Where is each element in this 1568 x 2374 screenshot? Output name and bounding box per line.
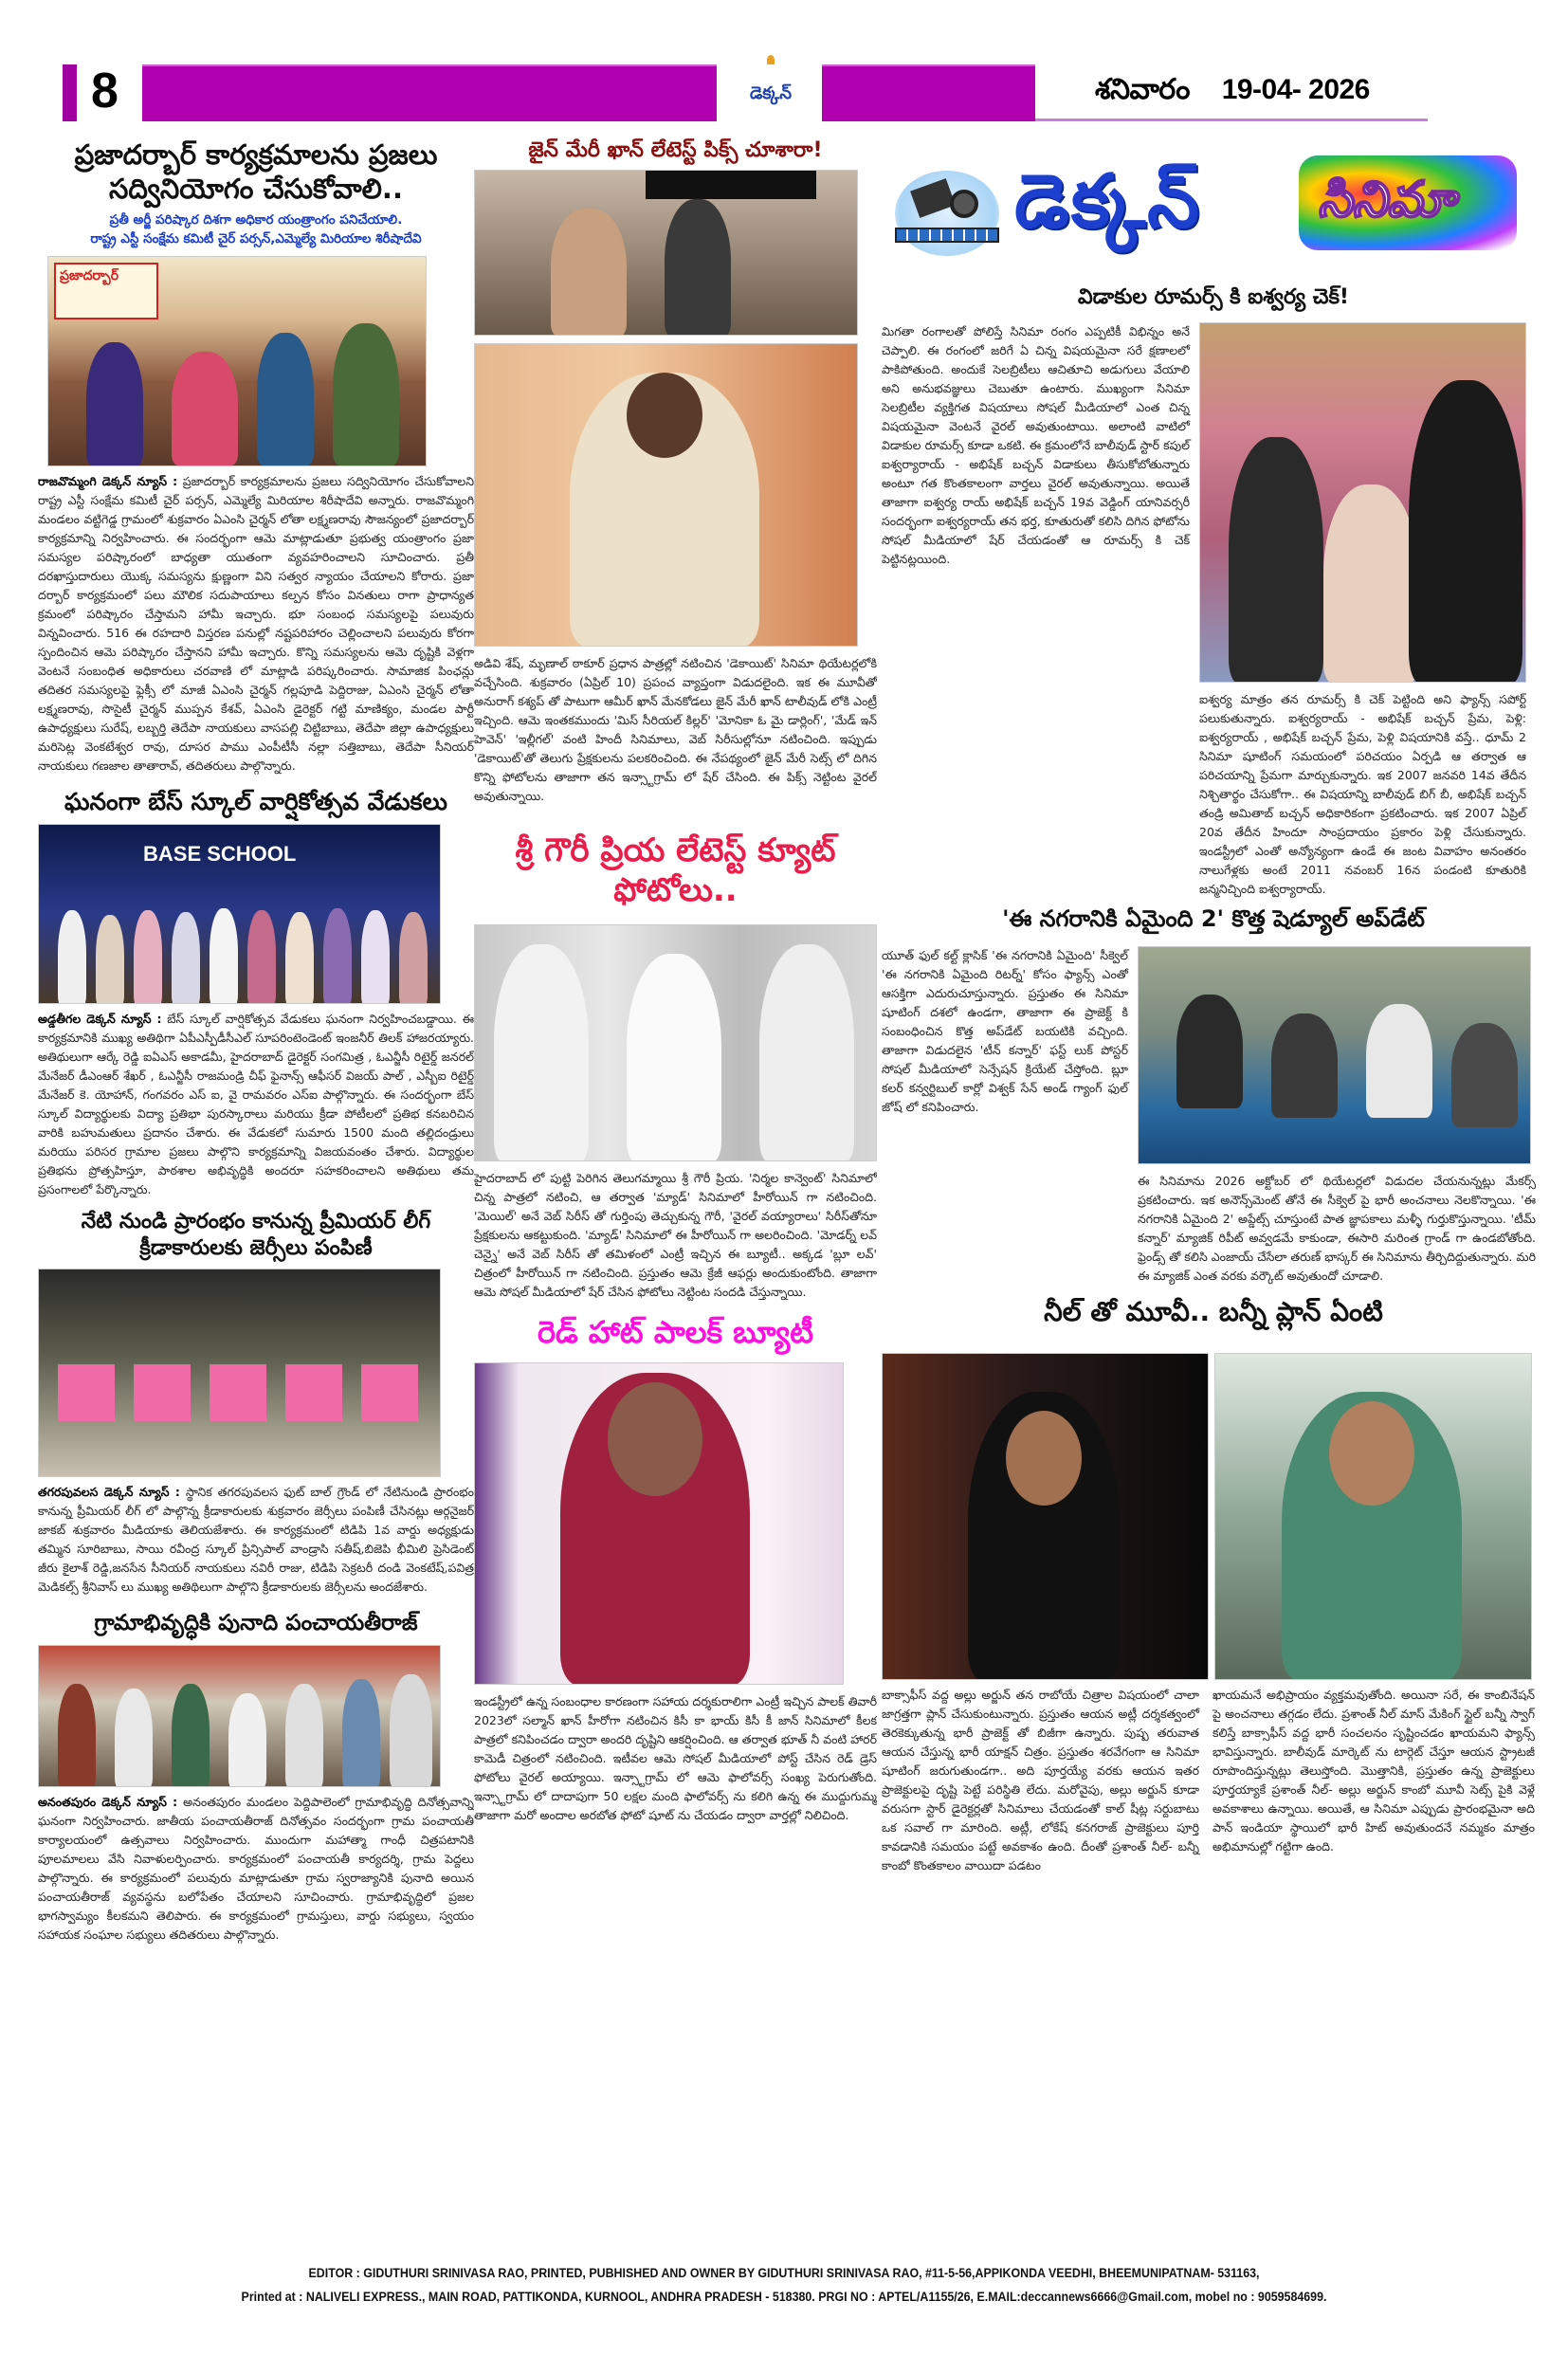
imprint-printer-line: Printed at : NALIVELI EXPRESS., MAIN ROAD, PATTIKONDA, KURNOOL, ANDHRA PRADESH - 518380. PRGI NO : APTEL/A1155/26, E.MAIL:deccannews6666@Gmail.com, mobel no : 9059584699. xyxy=(241,2290,1327,2304)
headline-line1: ప్రజాదర్బార్ కార్యక్రమాలను ప్రజలు xyxy=(74,138,438,171)
section-logo-word1: డెక్కన్ xyxy=(1014,159,1201,245)
headline-line2: ఫోటోలు.. xyxy=(613,871,738,909)
article-palak xyxy=(474,1313,877,1825)
reel-shape xyxy=(950,190,978,218)
newspaper-logo xyxy=(717,55,825,123)
photo-prajadarbar xyxy=(47,256,427,466)
article-body xyxy=(38,1010,474,1199)
page-number: 8 xyxy=(91,64,119,119)
dateline: రాజవొమ్మంగి డెక్కన్ న్యూస్ : xyxy=(38,474,178,488)
body-text: అనంతపురం మండలం పెద్దిపాలెంలో గ్రామాభివృద్ధి దినోత్సవాన్ని ఘనంగా నిర్వహించారు. జాతీయ పంచాయతీరాజ్ దినోత్సవం సందర్భంగా గ్రామ పంచాయతీ కార్యాలయంలో ఉత్సవాలు నిర్వహించారు. ముందుగా మహాత్మా గాంధీ చిత్రపటానికి పూలమాలలు వేసి నివాళులర్పించారు. కార్యక్రమంలో పంచాయతీ కార్యదర్శి, గ్రామ పెద్దలు పాల్గొన్నారు. ఈ కార్యక్రమంలో పలువురు మాట్లాడుతూ గ్రామ స్వరాజ్యానికి పునాది అయిన పంచాయతీరాజ్ వ్యవస్థను బలోపేతం చేయాలని సూచించారు. గ్రామాభివృద్ధిలో ప్రజల భాగస్వామ్యం కీలకమని తెలిపారు. ఈ కార్యక్రమంలో గ్రామస్తులు, వార్డు సభ్యులు, స్వయం సహాయక సంఘాల సభ్యులు తదితరులు పాల్గొన్నారు. xyxy=(38,1795,474,1942)
headline-line2: సద్వినియోగం చేసుకోవాలి.. xyxy=(109,173,403,206)
headline: రెడ్ హాట్ పాలక్ బ్యూటీ xyxy=(538,1313,813,1350)
subheadline-line2: రాష్ట్ర ఎస్టీ సంక్షేమ కమిటీ చైర్ పర్సన్,ఎమ్మెల్యే మిరియాల శిరీషాదేవి xyxy=(90,230,422,247)
dateline: తగరపువలస డెక్కన్ న్యూస్ : xyxy=(38,1485,180,1500)
headline: జైన్ మేరీ ఖాన్ లేటెస్ట్ పిక్స్ చూశారా! xyxy=(528,138,823,162)
photo-panchayat xyxy=(38,1645,441,1787)
article-body-right: ఐశ్వర్య మాత్రం తన రూమర్స్ కి చెక్ పెట్టింది అని ఫ్యాన్స్ సపోర్ట్ పలుకుతున్నారు. ఐశ్వర్యరాయ్ - అభిషేక్ బచ్చన్ ప్రేమ, పెళ్లి: ఐశ్వర్యరాయ్ , అభిషేక్ బచ్చన్ ప్రేమ, పెళ్లి విషయానికి వస్తే.. ధూమ్ 2 సినిమా షూటింగ్ సమయంలో పరిచయం ఏర్పడి ఆ తర్వాత ఆ పరిచయాన్ని ప్రేమగా మార్చుకున్నారు. ఇక 2007 జనవరి 14వ తేదీన నిశ్చితార్థం చేసుకోగా.. ఈ విషయాన్ని బాలీవుడ్ బిగ్ బీ, అభిషేక్ బచ్చన్ తండ్రి అమితాబ్ బచ్చన్ అధికారికంగా ప్రకటించారు. ఇక 2007 ఏప్రిల్ 20వ తేదీన హిందూ సాంప్రదాయం ప్రకారం పెళ్లి చేసుకున్నారు. ఇండస్ట్రీలో ఎంతో అన్యోన్యంగా ఉండే ఈ జంట వివాహం అనంతరం నాలుగేళ్లకు అంటే 2011 నవంబర్ 16న పండంటి కూతురికి జన్మనిచ్చింది ఐశ్వర్యారాయ్. xyxy=(1199,691,1526,896)
imprint-editor-line: EDITOR : GIDUTHURI SRINIVASA RAO, PRINTED, PUBHISHED AND OWNER BY GIDUTHURI SRINIVASA RAO, #11-5-56,APPIKONDA VEEDHI, BHEEMUNIPATNAM- 531163, xyxy=(308,2266,1260,2280)
article-body-left: మిగతా రంగాలతో పోలిస్తే సినిమా రంగం ఎప్పటికీ విభిన్నం అనే చెప్పాలి. ఈ రంగంలో జరిగే ఏ చిన్న విషయమైనా సరే క్షణాలలో పాకిపోతుంది. అందుకే సెలబ్రిటీలు ఆచితూచి అడుగులు వేయాలి అని అనుభవజ్ఞులు చెబుతూ ఉంటారు. ముఖ్యంగా సినిమా సెలబ్రిటీల వ్యక్తిగత విషయాలు సోషల్ మీడియాలో ఎంత చిన్న విషయమైనా వెంటనే వైరల్ అవుతుంటాయి. అలాంటి వాటిలో విడాకుల రూమర్స్ కూడా ఒకటి. ఈ క్రమంలోనే బాలీవుడ్ స్టార్ కపుల్ ఐశ్వర్యారాయ్ - అభిషేక్ బచ్చన్ విడాకులు తీసుకోబోతున్నారు అంటూ గత కొంతకాలంగా వార్తలు వైరల్ అవుతున్నాయి. అయితే తాజాగా ఐశ్వర్య రాయ్ అభిషేక్ బచ్చన్ 19వ వెడ్డింగ్ యానివర్సరీ సందర్భంగా ఐశ్వర్యరాయ్ తన భర్త, కూతురుతో కలిసి దిగిన ఫోటోను సోషల్ మీడియాలో షేర్ చేయడంతో ఆ రూమర్స్ కి చెక్ పెట్టినట్లయింది. xyxy=(882,323,1190,566)
headline-line2: క్రీడాకారులకు జెర్సీలు పంపిణీ xyxy=(139,1235,373,1260)
article-body-left: యూత్ ఫుల్ కల్ట్ క్లాసిక్ 'ఈ నగరానికి ఏమైంది' సీక్వెల్ 'ఈ నగరానికి ఏమైంది రిటర్న్' కోసం ఫ్యాన్స్ ఎంతో ఆసక్తిగా ఎదురుచూస్తున్నారు. ప్రస్తుతం ఈ సినిమా షూటింగ్ దశలో ఉండగా, తాజాగా ఈ ప్రాజెక్ట్ కి సంబంధించిన కొత్త అప్‌డేట్ బయటికి వచ్చింది. తాజాగా విడుదలైన 'టీన్ కన్నార్' ఫస్ట్ లుక్ పోస్టర్ సోషల్ మీడియాలో సెన్సేషన్ క్రియేట్ చేస్తోంది. బ్లూ కలర్ కన్వర్టిబుల్ కార్లో విశ్వక్ సేన్ అండ్ గ్యాంగ్ ఫుల్ జోష్ లో కనిపించారు. xyxy=(882,947,1128,1114)
article-panchayati-raj xyxy=(38,1610,474,1945)
headline: నీల్ తో మూవీ.. బన్నీ ప్లాన్ ఏంటి xyxy=(1044,1295,1383,1327)
article-body: హైదరాబాద్ లో పుట్టి పెరిగిన తెలుగమ్మాయి శ్రీ గౌరీ ప్రియ. 'నిర్మల కాన్వెంట్' సినిమాలో చిన్న పాత్రలో నటించి, ఆ తర్వాత 'మ్యాడ్' సినిమాలో హీరోయిన్ గా నటించింది. 'మెయిల్' అనే వెబ్ సిరీస్ తో గుర్తింపు తెచ్చుకున్న గౌరీ, 'వైరల్ వయ్యారాలు' సిరీస్‌తోనూ ప్రేక్షకులను ఆకట్టుకుంది. 'మ్యాడ్' సినిమాలో ఈ హీరోయిన్ గా అలరించింది. 'మోడర్న్ లవ్ చెన్నై' అనే వెబ్ సిరీస్ తో తమిళంలో ఎంట్రీ ఇచ్చిన ఈ బ్యూటీ.. అక్కడ 'బ్లూ లవ్' చిత్రంలో హీరోయిన్ గా నటించింది. ప్రస్తుతం ఆమె క్రేజీ ఆఫర్లు అందుకుంటోంది. తాజాగా ఆమె సోషల్ మీడియాలో షేర్ చేసిన ఫోటోలు నెట్టింట సందడి చేస్తున్నాయి. xyxy=(474,1170,877,1299)
article-neel-bunny xyxy=(882,1295,1545,1875)
headline: 'ఈ నగరానికి ఏమైంది 2' కొత్త షెడ్యూల్ అప్‌డేట్ xyxy=(1002,904,1425,932)
body-text: స్థానిక తగరపువలస ఫుట్ బాల్ గ్రౌండ్ లో నేటినుండి ప్రారంభం కానున్న ప్రీమియర్ లీగ్ లో పాల్గొన్న క్రీడాకారులకు శుక్రవారం జెర్సీలు పంపిణీ చేసినట్లు ఆర్గనైజర్ జాకబ్ శుక్రవారం మీడియాకు తెలియజేశారు. ఈ కార్యక్రమంలో టిడిపి 1వ వార్డు అధ్యక్షుడు తమ్మిన సూరిబాబు, సాయి రవీంద్ర స్కూల్ ప్రిన్సిపాల్ వాండ్రాసి సతీష్,బిజెపి భీమిలి ప్రెసిడెంట్ జీరు కైలాశ్ రెడ్డి,జనసేన సీనియర్ నాయకులు నవిరీ రాజు, టిడిపి సెక్రటరీ దండి వెంకటేష్,పవిత్ర మెడికల్స్ శ్రీనివాస్ లు ముఖ్య అతిథిలుగా పాల్గొని క్రీడాకారులకు జెర్సీలను అందజేశారు. xyxy=(38,1485,474,1595)
photo-banner: ప్రజాదర్బార్ xyxy=(54,263,158,320)
article-sri-gouri-priya xyxy=(474,831,877,1302)
body-text: బేస్ స్కూల్ వార్షికోత్సవ వేడుకలు ఘనంగా నిర్వహించబడ్డాయి. ఈ కార్యక్రమానికి ముఖ్య అతిథిగా ఏపీఎస్పీడీసీఎల్ సూపరింటెండెంట్ ఇంజనీర్ తిలక్ హాజరయ్యారు. అతిథులుగా ఆర్కే రెడ్డి ఐఏఎస్ అకాడమీ, హైదరాబాద్ డైరెక్టర్ సంగమిత్ర , ఓఎన్జీసీ రిటైర్డ్ జనరల్ మేనేజర్ డీఎంఆర్ శేఖర్ , ఓఎన్జీసీ రాజమండ్రి చీఫ్ ఫైనాన్స్ ఆఫీసర్ విజయ్ పాల్ , ఎస్బీఐ రిటైర్డ్ మేనేజర్ కె. యోహాన్, గంగవరం ఎస్ ఐ, వై రామవరం ఎస్ఐ పాల్గొన్నారు. ఈ సందర్భంగా బేస్ స్కూల్ విద్యార్థులకు విద్యా ప్రతిభా పురస్కారాలు మరియు క్రీడా పోటీలలో ప్రతిభ కనబరిచిన వారికి బహుమతులు ప్రదానం చేశారు. ఈ వేడుకలో సుమారు 1500 మంది తల్లిదండ్రులు మరియు పరిసర గ్రామాల ప్రజలు పాల్గొని కార్యక్రమాన్ని విజయవంతం చేశారు. విద్యార్థుల ప్రతిభను ప్రోత్సహిస్తూ, పాఠశాల అభివృద్ధికి అందరూ సహకరించాలని అతిథులు తమ ప్రసంగాలలో పేర్కొన్నారు. xyxy=(38,1012,474,1197)
column-right xyxy=(882,142,1545,1875)
masthead-bar-right xyxy=(822,64,1035,121)
column-middle xyxy=(474,137,877,1825)
column-left xyxy=(38,137,474,1945)
article-body-right: ఈ సినిమాను 2026 అక్టోబర్ లో థియేటర్లలో విడుదల చేయనున్నట్లు మేకర్స్ ప్రకటించారు. ఇక అనౌన్స్‌మెంట్ తోనే ఈ సీక్వెల్ పై భారీ అంచనాలు నెలకొన్నాయి. 'ఈ నగరానికి ఏమైంది 2' అప్డేట్స్ చూస్తుంటే పాత జ్ఞాపకాలు మళ్ళీ గుర్తుకొస్తున్నాయి. 'టీమ్ కన్నార్' మ్యాజిక్ రిపీట్ అవ్వడమే కాకుండా, ఈసారి మరింత గ్రాండ్ గా ఉండబోతోంది. ఫ్రెండ్స్ తో కలిసి ఎంజాయ్ చేసేలా తరుణ్ భాస్కర్ ఈ సినిమాను తీర్చిదిద్దుతున్నారు. మరి ఈ మ్యాజిక్ ఎంత వరకు వర్కౌట్ అవుతుందో చూడాలి. xyxy=(1138,1173,1536,1283)
article-body xyxy=(38,472,474,776)
article-body: అడివి శేష్, మృణాల్ ఠాకూర్ ప్రధాన పాత్రల్లో నటించిన 'డెకాయిట్' సినిమా థియేటర్లలోకి వచ్చేసింది. శుక్రవారం (ఏప్రిల్ 10) ప్రపంచ వ్యాప్తంగా విడుదలైంది. ఇక ఈ మూవీతో అనురాగ్ కశ్యప్ తో పాటుగా ఆమీర్ ఖాన్ మేనకోడలు జైన్ మేరీ ఖాన్ టాలీవుడ్ లోకి ఎంట్రీ ఇచ్చింది. ఆమె ఇంతకముందు 'మిస్ సీరియల్ కిల్లర్' 'మోనికా ఓ మై డార్లింగ్', 'మేడ్ ఇన్ హెవెన్' 'ఇల్లీగల్' వంటి హిందీ సినిమాలు, వెబ్ సిరీసుల్లోనూ నటించింది. ఇప్పుడు 'డెకాయిట్'తో తెలుగు ప్రేక్షకులను పలకరించింది. ఈ నేపథ్యంలో జైన్ మేరీ సెట్స్ లో దిగిన కొన్ని ఫోటోలను తాజాగా తన ఇన్స్టాగ్రామ్ లో షేర్ చేసింది. ఈ పిక్స్ నెట్టింట వైరల్ అవుతున్నాయి. xyxy=(474,655,877,803)
logo-flame-icon xyxy=(767,55,775,64)
article-body xyxy=(38,1483,474,1597)
film-reel-icon xyxy=(895,171,999,256)
masthead-date: 19-04- 2026 xyxy=(1221,74,1370,105)
headline: గ్రామాభివృద్ధికి పునాది పంచాయతీరాజ్ xyxy=(94,1611,418,1636)
masthead xyxy=(0,0,1568,133)
article-body-right: ఖాయమనే అభిప్రాయం వ్యక్తమవుతోంది. అయినా సరే, ఈ కాంబినేషన్ పై అంచనాలు తగ్గడం లేదు. ప్రశాంత్ నీల్ మాస్ మేకింగ్ స్టైల్ బన్నీ స్వాగ్ కలిస్తే బాక్సాఫీస్ వద్ద భారీ సంచలనం సృష్టించడం ఖాయమని ఫ్యాన్స్ భావిస్తున్నారు. బాలీవుడ్ మార్కెట్ ను టార్గెట్ చేస్తూ ఆయన స్ట్రాటజీ రూపొందిస్తున్నట్లు తెలుస్తోంది. మొత్తానికి, ప్రస్తుతం ఉన్న ప్రాజెక్టులు పూర్తయ్యాకే ప్రశాంత్ నీల్- అల్లు అర్జున్ కాంబో మూవీ సెట్స్ పైకి వెళ్లే అవకాశాలు ఉన్నాయి. అయితే, ఆ సినిమా ఎప్పుడు ప్రారంభమైనా అది పాన్ ఇండియా స్థాయిలో భారీ హిట్ అవుతుందనే నమ్మకం మాత్రం అభిమానుల్లో గట్టిగా ఉంది. xyxy=(1212,1687,1535,1854)
article-body-left: బాక్సాఫీస్ వద్ద అల్లు అర్జున్ తన రాబోయే చిత్రాల విషయంలో చాలా జాగ్రత్తగా ప్లాన్ చేసుకుంటున్నారు. ప్రస్తుతం ఆయన అట్లీ దర్శకత్వంలో తెరకెక్కుతున్న భారీ ప్రాజెక్ట్ తో బిజీగా ఉన్నారు. పుష్ప తరువాత ఆయన చేస్తున్న భారీ యాక్షన్ చిత్రం. ప్రస్తుతం శరవేగంగా ఆ సినిమా షూటింగ్ జరుగుతుండగా.. అది పూర్తయ్యే వరకు ఆయన ఇతర ప్రాజెక్టులపై దృష్టి పెట్టే పరిస్థితి లేదు. మరోవైపు, అల్లు అర్జున్ కూడా వరుసగా స్టార్ డైరెక్టర్లతో సినిమాలు చేయడంతో కాల్ షీట్ల సర్దుబాటు ఒక సవాల్ గా మారింది. అట్లీ, లోకేష్ కనగరాజ్ ప్రాజెక్టులు పూర్తి కావడానికి సమయం పట్టే అవకాశం ఉంది. దీంతో ప్రశాంత్ నీల్- బన్నీ కాంబో కొంతకాలం వాయిదా పడటం xyxy=(882,1687,1199,1872)
masthead-underline xyxy=(1035,119,1428,121)
deccan-cinema-section-logo xyxy=(882,152,1545,265)
imprint-footer xyxy=(0,2266,1568,2304)
article-prajadarbar xyxy=(38,137,474,776)
dateline: అనంతపురం డెక్కన్ న్యూస్ : xyxy=(38,1795,178,1809)
section-logo-word2: సినిమా xyxy=(1318,171,1455,228)
article-body: ఇండస్ట్రీలో ఉన్న సంబంధాల కారణంగా సహాయ దర్శకురాలిగా ఎంట్రీ ఇచ్చిన పాలక్ తివారీ 2023లో సల్మాన్ ఖాన్ హీరోగా నటించిన కిసీ కా భాయ్ కిసీ కీ జాన్ సినిమాలో కీలక పాత్రలో కనిపించడం ద్వారా అందరి దృష్టిని ఆకర్షించింది. ఆ తర్వాత భూత్ నీ వంటి హారర్ కామెడీ చిత్రంలో నటించింది. ఇటీవల ఆమె సోషల్ మీడియాలో పోస్ట్ చేసిన రెడ్ డ్రెస్ ఫోటోలు వైరల్ అయ్యాయి. ఇన్స్టాగ్రామ్ లో ఆమె ఫాలోవర్స్ సంఖ్య పెరుగుతోంది. ఇన్స్టాగ్రామ్ లో దాదాపుగా 50 లక్షల మంది ఫాలోవర్స్ ను కలిగి ఉన్న ఈ ముద్దుగుమ్మ తాజాగా మరో అందాల అరబోత ఫోటో షూట్ ను చేయడం ద్వారా వార్తల్లో నిలిచింది. xyxy=(474,1693,877,1822)
photo-palak xyxy=(474,1362,844,1685)
photo-jerseys xyxy=(38,1269,441,1477)
film-strip xyxy=(895,228,999,243)
article-aishwarya xyxy=(882,284,1545,899)
masthead-inner xyxy=(0,0,1568,133)
photo-portrait xyxy=(474,343,858,647)
subheadline-line1: ప్రతీ అర్జీ పరిష్కార దిశగా అధికార యంత్రాంగం పనిచేయాలి. xyxy=(109,211,403,228)
article-premier-league xyxy=(38,1209,474,1597)
article-body xyxy=(38,1793,474,1945)
photo-banner: BASE SCHOOL xyxy=(143,842,297,867)
headline: ఘనంగా బేస్ స్కూల్ వార్షికోత్సవ వేడుకలు xyxy=(64,788,447,815)
article-base-school xyxy=(38,787,474,1199)
logo-text: డెక్కన్ xyxy=(749,83,792,103)
headline-line1: నేటి నుండి ప్రారంభం కానున్న ప్రీమియర్ లీగ్ xyxy=(81,1210,431,1234)
section-logo-word2-bg xyxy=(1299,155,1517,250)
page-number-bar xyxy=(63,64,77,121)
article-ee-nagaraniki xyxy=(882,904,1545,1286)
headline: విడాకుల రూమర్స్ కి ఐశ్వర్య చెక్! xyxy=(1078,285,1349,309)
photo-car-gang xyxy=(1138,946,1531,1164)
photo-prashanth-neel xyxy=(1214,1353,1532,1680)
clapperboard-icon xyxy=(910,178,956,218)
masthead-bar-left xyxy=(142,64,717,121)
photo-allu-arjun xyxy=(882,1353,1209,1680)
dateline: అడ్డతీగల డెక్కన్ న్యూస్ : xyxy=(38,1012,162,1027)
photo-family xyxy=(1199,322,1526,683)
masthead-date-line xyxy=(1095,74,1370,113)
masthead-day: శనివారం xyxy=(1095,74,1190,105)
photo-collage xyxy=(474,924,877,1161)
headline-line1: శ్రీ గౌరీ ప్రియ లేటెస్ట్ క్యూట్ xyxy=(515,831,836,869)
article-jain-mary-khan xyxy=(474,137,877,806)
photo-base-school xyxy=(38,824,441,1004)
photo-set-still xyxy=(474,170,858,336)
body-text: ప్రజాదర్బార్ కార్యక్రమాలను ప్రజలు సద్వినియోగం చేసుకోవాలని రాష్ట్ర ఎస్టీ సంక్షేమ కమిటీ చైర్ పర్సన్, ఎమ్మెల్యే మిరియాల శిరీషాదేవి అన్నారు. రాజవొమ్మంగి మండలం వట్టిగెడ్డ గ్రామంలో శుక్రవారం ఏఎంసి చైర్మన్ లోతా లక్ష్మణరావు సౌజన్యంలో ప్రజాదర్బార్ కార్యక్రమాన్ని నిర్వహించారు. ఈ సందర్భంగా ఆమె మాట్లాడుతూ ప్రభుత్వ యంత్రాంగం ప్రజా సమస్యల పరిష్కారంలో బాధ్యతా యుతంగా వ్యవహరించాలని సూచించారు. ప్రతీ దరఖాస్తుదారులు యొక్క సమస్యను క్షుణ్ణంగా విని సత్వర న్యాయం చేయాలని కోరారు. ప్రజా దర్బార్ కార్యక్రమంలో పలు మౌలిక సదుపాయాలు కల్పన కోసం వినతులు రాగా ప్రాధాన్యత క్రమంలో పరిష్కారం చేస్తామని హామీ ఇచ్చారు. భూ సంబంధ సమస్యలపై పలువురు విన్నవించారు. 516 ఈ రహదారి విస్తరణ పనుల్లో నష్టపరిహారం చెల్లించాలని పలువురు కోరగా స్పందించిన ఆమె పరిష్కారం చేస్తానని హామీ ఇచ్చారు. కొన్ని సమస్యలను ఆమె దృష్టికి వెళ్లగా వెంటనే సంబంధిత అధికారులు చరవాణి లో మాట్లాడి పరిష్కరించారు. సామాజిక పింఛన్లు తదితర సమస్యలపై ఫ్లెక్సీ లో మాజీ ఏఎంసి చైర్మన్ గల్లపూడి పెద్దిరాజు, ఏఎంసి చైర్మన్ లోతా లక్ష్మణరావు, సొసైటీ చైర్మన్ ముప్పన కేశవ్, ఏఎంసి డైరెక్టర్ గట్టి మాణిక్యం, మండల పార్టీ ఉపాధ్యక్షులు సురేష్, లబ్బర్తి తెదేపా నాయకులు వాసపల్లి చిట్టిబాబు, తెదేపా జిల్లా ఉపాధ్యక్షులు మరిసెట్ల వెంకటేశ్వర రావు, దూసర పాము ఎంపీటీసీ నల్లా సత్తిబాబు, తెదేపా సీనియర్ నాయకులు గణజాల తాతారావ్, తదితరులు పాల్గొన్నారు. xyxy=(38,474,474,773)
